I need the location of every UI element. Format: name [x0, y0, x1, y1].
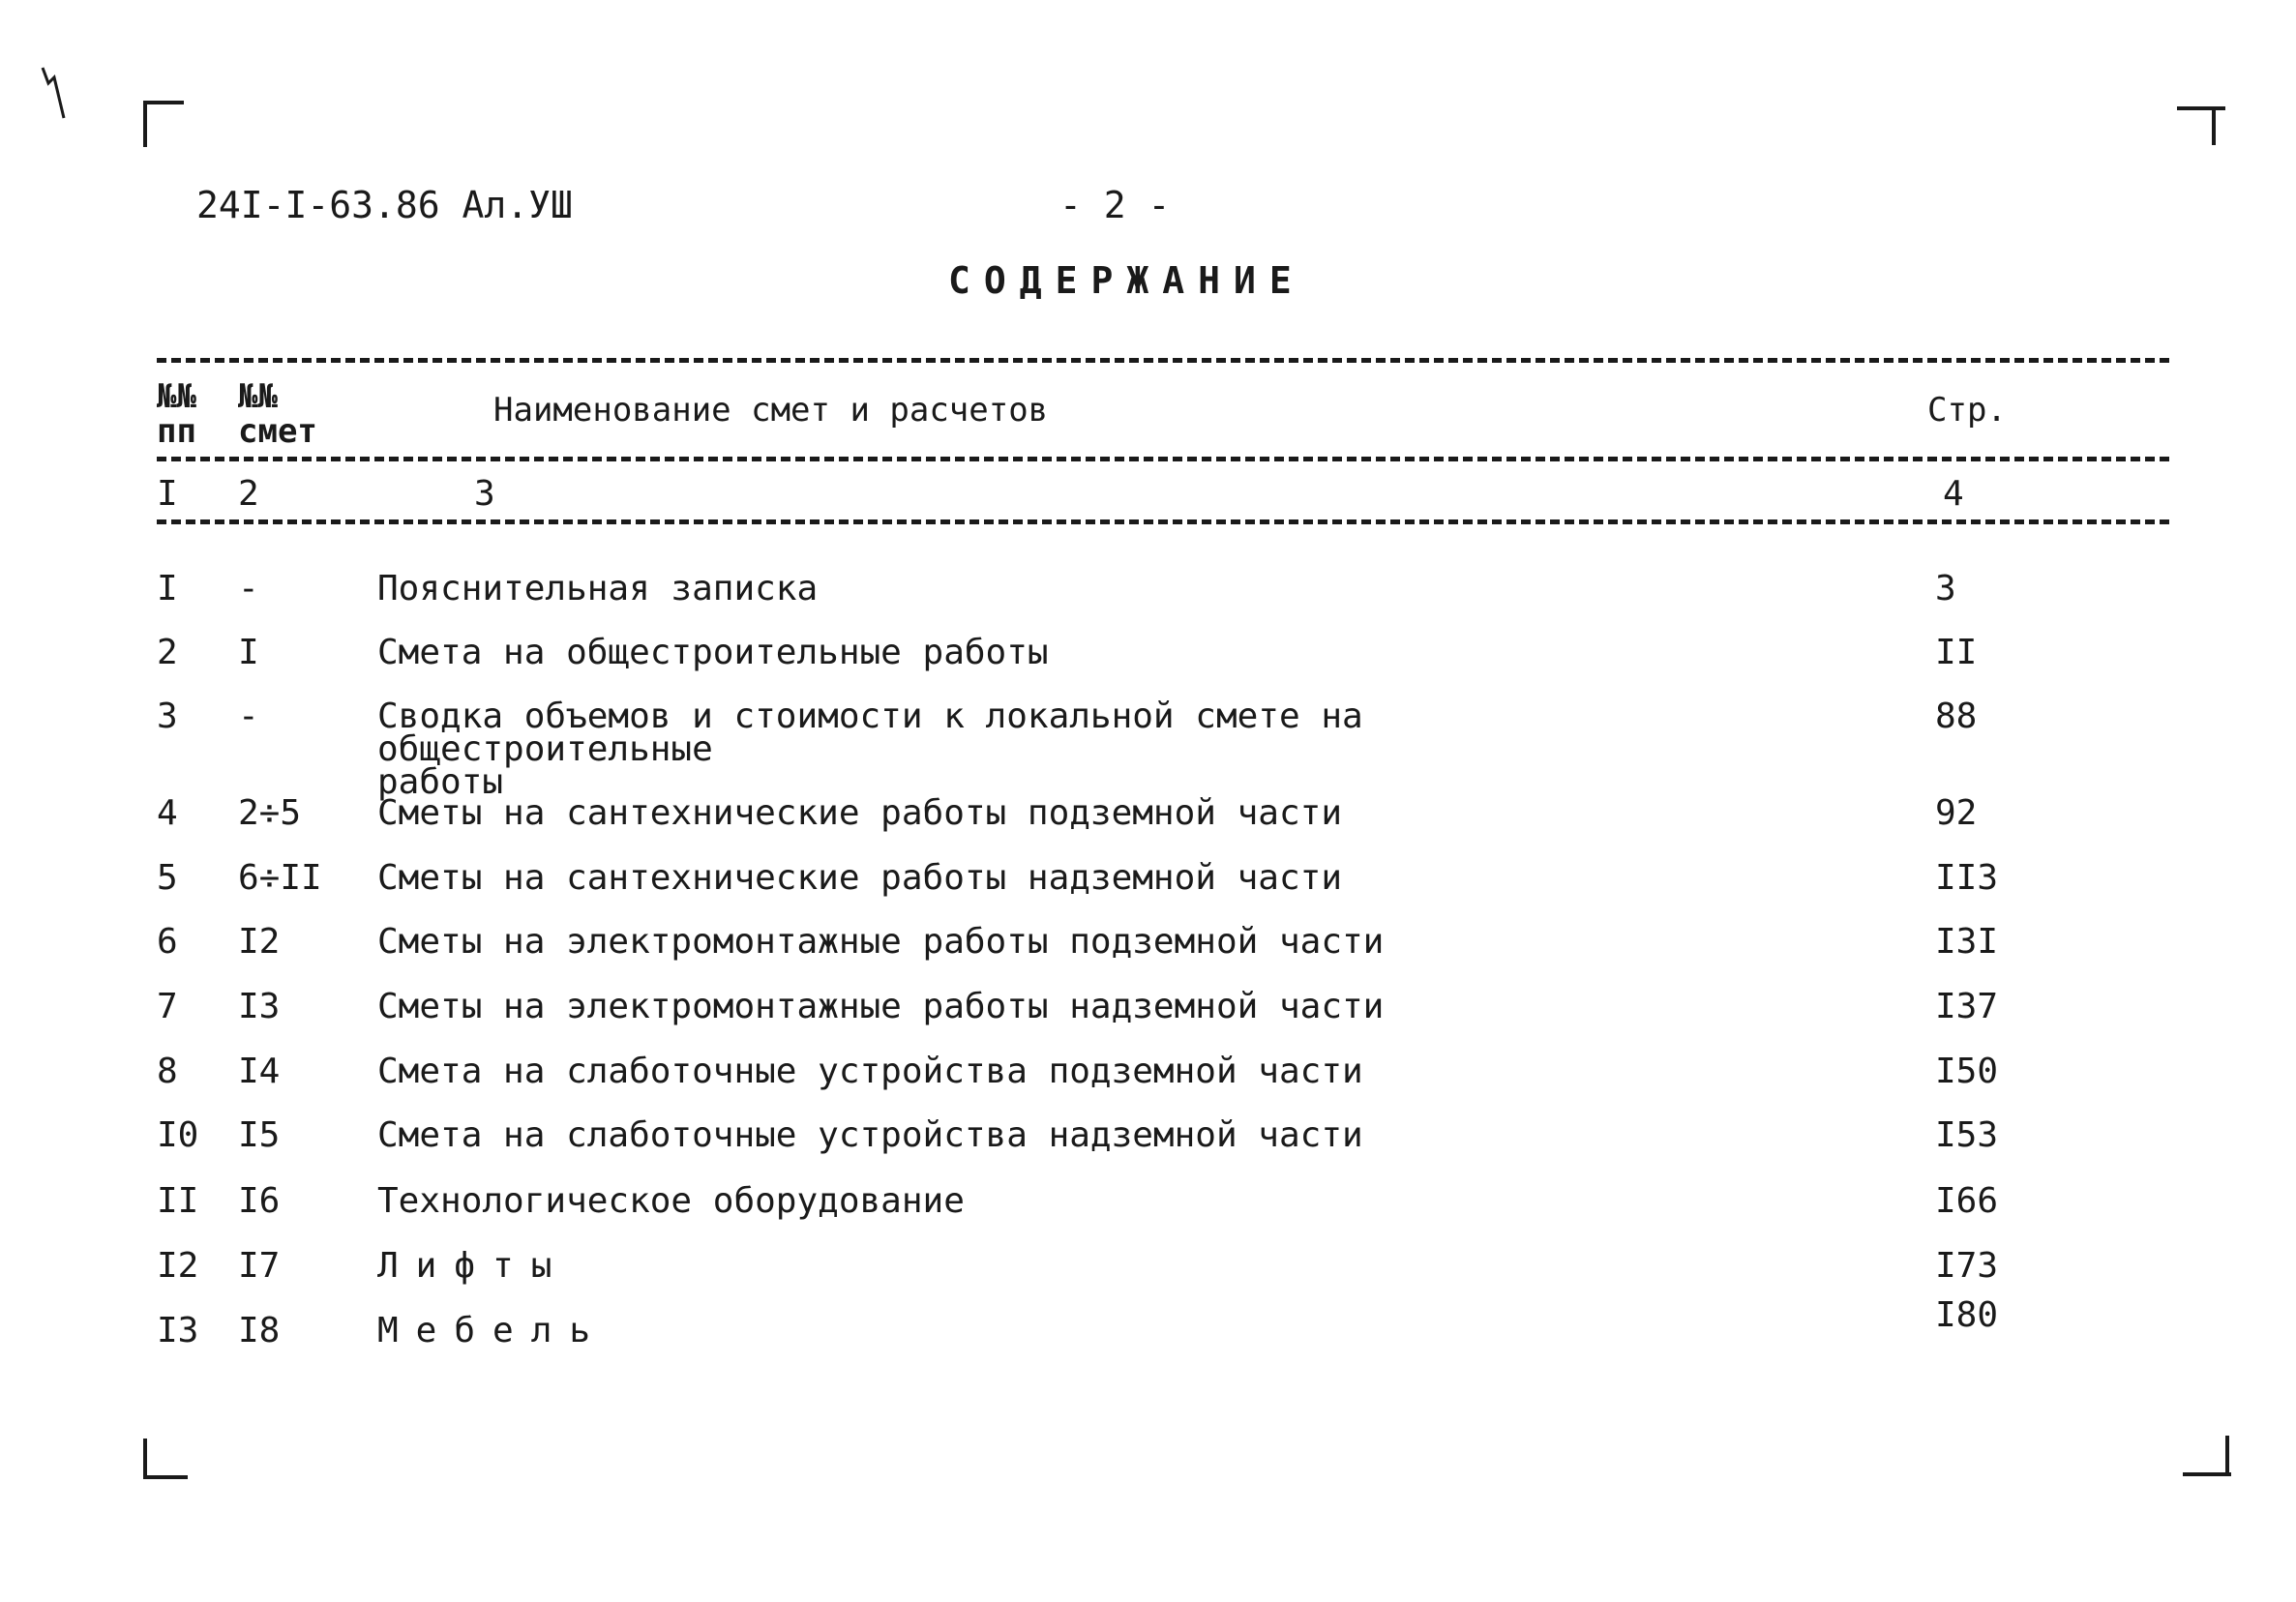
- row-number: II: [157, 1181, 199, 1221]
- row-page: I50: [1935, 1052, 1999, 1091]
- row-number: I0: [157, 1115, 199, 1155]
- corner-mark-top-right: [2177, 106, 2225, 110]
- row-estimate-number: 2÷5: [238, 793, 302, 833]
- column-number-4: 4: [1943, 474, 1964, 514]
- row-page: 92: [1935, 793, 1978, 833]
- row-number: 6: [157, 922, 178, 962]
- corner-mark-top-left: [143, 101, 184, 147]
- row-number: 4: [157, 793, 178, 833]
- row-estimate-number: I4: [238, 1052, 281, 1091]
- document-code: 24I-I-63.86 Ал.УШ: [196, 184, 573, 226]
- row-number: 7: [157, 987, 178, 1026]
- row-name: Сметы на сантехнические работы надземной части: [377, 858, 1342, 898]
- row-estimate-number: I: [238, 633, 259, 672]
- row-name: Сметы на сантехнические работы подземной части: [377, 793, 1342, 833]
- row-name: Сметы на электромонтажные работы надземной части: [377, 987, 1385, 1026]
- pen-mark: [39, 64, 68, 122]
- row-page: I3I: [1935, 922, 1999, 962]
- row-page: 3: [1935, 569, 1956, 608]
- row-name: Смета на слаботочные устройства подземной части: [377, 1052, 1363, 1091]
- page-number: - 2 -: [1059, 184, 1171, 226]
- header-col-estimate-number: [238, 379, 317, 449]
- column-number-1: I: [157, 474, 178, 514]
- corner-mark-bottom-right-vertical: [2225, 1436, 2229, 1474]
- row-name: Смета на общестроительные работы: [377, 633, 1049, 672]
- row-estimate-number: I5: [238, 1115, 281, 1155]
- row-name-line1: Сводка объемов и стоимости к локальной смете на общестроительные: [377, 697, 1363, 769]
- row-page: I37: [1935, 987, 1999, 1026]
- row-page: I80: [1935, 1295, 1999, 1335]
- row-estimate-number: 6÷II: [238, 858, 322, 898]
- row-number: I: [157, 569, 178, 608]
- row-page: I73: [1935, 1246, 1999, 1286]
- row-page: II: [1935, 633, 1978, 672]
- dashed-divider-bottom: [157, 519, 2169, 524]
- row-estimate-number: -: [238, 697, 259, 736]
- row-name-line2: работы: [377, 762, 504, 802]
- row-page: I53: [1935, 1115, 1999, 1155]
- header-col-page: Стр.: [1927, 391, 2007, 430]
- column-number-2: 2: [238, 474, 259, 514]
- row-number: 8: [157, 1052, 178, 1091]
- row-estimate-number: I2: [238, 922, 281, 962]
- row-name: Технологическое оборудование: [377, 1181, 965, 1221]
- row-name: Сметы на электромонтажные работы подземной части: [377, 922, 1385, 962]
- row-page: 88: [1935, 697, 1978, 736]
- row-estimate-number: I8: [238, 1311, 281, 1350]
- header-col-name: Наименование смет и расчетов: [493, 391, 1049, 430]
- row-number: I3: [157, 1311, 199, 1350]
- row-number: I2: [157, 1246, 199, 1286]
- column-number-3: 3: [474, 474, 495, 514]
- row-name: [377, 697, 1684, 802]
- header-col2-line2: смет: [238, 412, 317, 451]
- page-title: СОДЕРЖАНИЕ: [948, 259, 1305, 302]
- row-estimate-number: I3: [238, 987, 281, 1026]
- row-estimate-number: I6: [238, 1181, 281, 1221]
- row-number: 2: [157, 633, 178, 672]
- header-col1-line2: пп: [157, 412, 196, 451]
- header-col1-line1: №№: [157, 377, 196, 416]
- dashed-divider-middle: [157, 457, 2169, 461]
- row-name: Лифты: [377, 1246, 570, 1286]
- dashed-divider-top: [157, 358, 2169, 363]
- corner-mark-bottom-right: [2183, 1472, 2231, 1476]
- header-col-item-number: [157, 379, 196, 449]
- row-number: 3: [157, 697, 178, 736]
- row-page: II3: [1935, 858, 1999, 898]
- row-name: Пояснительная записка: [377, 569, 819, 608]
- row-estimate-number: -: [238, 569, 259, 608]
- header-col2-line1: №№: [238, 377, 278, 416]
- row-name: Смета на слаботочные устройства надземной части: [377, 1115, 1363, 1155]
- corner-mark-bottom-left: [143, 1439, 188, 1479]
- row-page: I66: [1935, 1181, 1999, 1221]
- row-estimate-number: I7: [238, 1246, 281, 1286]
- corner-mark-top-right-vertical: [2212, 106, 2216, 145]
- row-name: Мебель: [377, 1311, 609, 1350]
- row-number: 5: [157, 858, 178, 898]
